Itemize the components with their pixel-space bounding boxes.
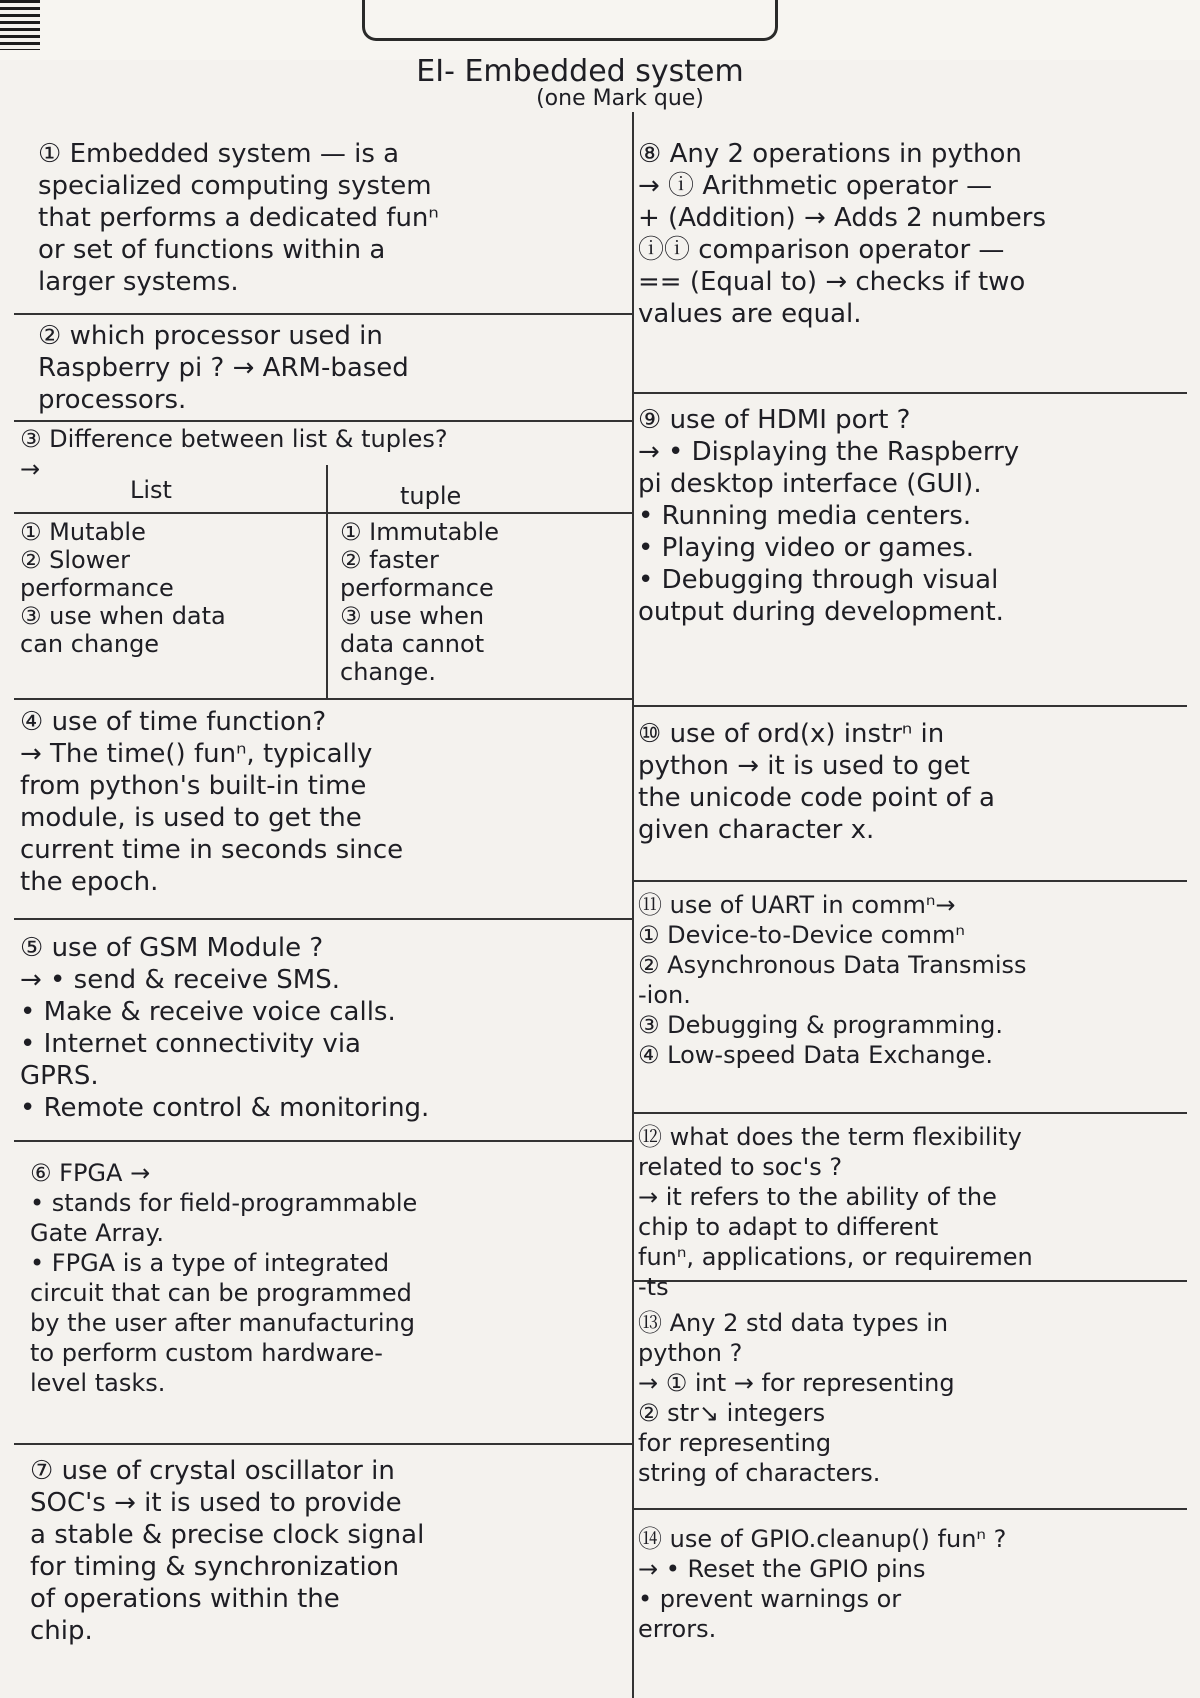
- question-3-title: ③ Difference between list & tuples? →: [20, 425, 448, 483]
- right-rule-3: [632, 880, 1187, 882]
- table-header-list: List: [130, 476, 172, 504]
- right-rule-1: [632, 392, 1187, 394]
- left-rule-2: [14, 420, 632, 422]
- left-rule-6: [14, 1443, 632, 1445]
- question-10: ⑩ use of ord(x) instrⁿ in python → it is used to get the unicode code point of a given character x.: [638, 719, 995, 845]
- question-4: ④ use of time function? → The time() funⁿ, typically from python's built-in time module, is used to get the current time in seconds since the epoch.: [20, 707, 404, 897]
- question-9: ⑨ use of HDMI port ? → • Displaying the Raspberry pi desktop interface (GUI). • Running media centers. • Playing video or games. • Debugging through visual output during development.: [638, 405, 1020, 627]
- clipboard-clip: [362, 0, 778, 41]
- table-header-tuple: tuple: [400, 482, 462, 510]
- left-rule-1: [14, 313, 632, 315]
- question-8: ⑧ Any 2 operations in python → ⓘ Arithmetic operator — + (Addition) → Adds 2 numbers ⓘⓘ comparison operator — == (Equal to) → checks if two values are equal.: [638, 139, 1046, 329]
- question-11: ⑪ use of UART in commⁿ→ ① Device-to-Device commⁿ ② Asynchronous Data Transmiss -ion. ③ Debugging & programming. ④ Low-speed Data Exchange.: [638, 891, 1027, 1069]
- right-rule-2: [632, 705, 1187, 707]
- question-5: ⑤ use of GSM Module ? → • send & receive SMS. • Make & receive voice calls. • Internet connectivity via GPRS. • Remote control & monitoring.: [20, 933, 430, 1123]
- table-col-list: ① Mutable ② Slower performance ③ use when data can change: [20, 518, 226, 658]
- question-7: ⑦ use of crystal oscillator in SOC's → it is used to provide a stable & precise clock signal for timing & synchronization of operations within the chip.: [30, 1456, 425, 1646]
- table-divider: [326, 465, 328, 698]
- table-col-tuple: ① Immutable ② faster performance ③ use when data cannot change.: [340, 518, 499, 686]
- left-rule-4: [14, 918, 632, 920]
- question-14: ⑭ use of GPIO.cleanup() funⁿ ? → • Reset the GPIO pins • prevent warnings or errors.: [638, 1525, 1007, 1643]
- question-2: ② which processor used in Raspberry pi ? → ARM-based processors.: [38, 321, 409, 415]
- page-title: EI- Embedded system: [416, 54, 744, 89]
- left-rule-3: [14, 698, 632, 700]
- left-rule-5: [14, 1140, 632, 1142]
- column-divider: [632, 112, 634, 1698]
- right-rule-4: [632, 1112, 1187, 1114]
- question-13: ⑬ Any 2 std data types in python ? → ① int → for representing ② str↘ integers for representing string of characters.: [638, 1309, 955, 1487]
- question-1: ① Embedded system — is a specialized computing system that performs a dedicated funⁿ or set of functions within a larger systems.: [38, 139, 439, 297]
- binder-edge: [0, 0, 40, 50]
- page-subtitle: (one Mark que): [536, 86, 704, 111]
- table-header-rule: [14, 512, 632, 514]
- question-12: ⑫ what does the term flexibility related to soc's ? → it refers to the ability of the chip to adapt to different funⁿ, applications, or requiremen -ts: [638, 1123, 1033, 1301]
- question-6: ⑥ FPGA → • stands for field-programmable Gate Array. • FPGA is a type of integrated circuit that can be programmed by the user after manufacturing to perform custom hardware- level tasks.: [30, 1159, 418, 1397]
- right-rule-6: [632, 1508, 1187, 1510]
